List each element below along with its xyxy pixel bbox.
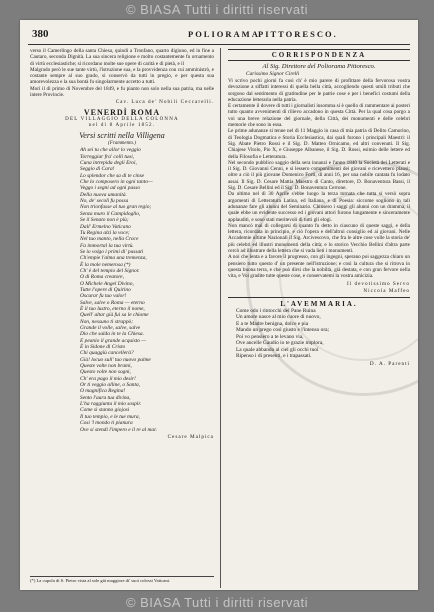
poem-line: Se il Senato non è più; [80, 217, 129, 224]
poem-line: O Michele Angel Divino, [80, 280, 134, 287]
poem-line: Quell' altar già fui sa le chiome [80, 312, 149, 319]
correspondence-paragraph-5: Da ultimo nel dì 30 Aprile s'ebbe luogo la terza tornata che tutta si versò sopra argomenti di Letteratura Latina, ed Italiana, e di Poesia: siccome sogliono in tali adunanze fare gli alunni del Seminario. Chiusero i saggi gli alunni con un dramma, il quale ebbe un evidente successo ed i giovani attori furono lungamente e sinceramente applauditi, e sono stati meritevoli di tutti gli elogi. [228, 191, 410, 223]
correspondence-paragraph-2: E certamente il dovere di tutti i giornalisti insomma si è quello di rammentare ai posteri tutto quanto avvenimenti di rilievo accadono in questa Città. Per la qual cosa porgo a voi una breve relazione del giornale, della Città, dei monumenti e delle celebri memorie che sono in essa. [228, 103, 410, 129]
poem-line: Lo splendor che sa di te cinse [80, 172, 145, 179]
correspondence-closing: Il devotissimo Servo [347, 280, 410, 287]
correspondence-salutation: Carissimo Signor Cirelli [246, 71, 300, 77]
intro-paragraph-2: Malgrado però le sue tante virtù, l'istruzione sua, e la provvidenza con cui amministrò, e costante sempre al suo grado, si conservò da tutti in pregio, e per questa sua amorevolezza e la sua bontà fu singolarmente accetto a tutti. [30, 66, 214, 86]
poem-line: È in Sidone di Cristo [80, 344, 126, 351]
poem-line: Dio che salda in te la Chiesa. [80, 331, 144, 338]
poem-line: Salve, salve o Roma — eterno [80, 299, 145, 306]
poem-line: Veggo i segni ad ogni passo [80, 185, 141, 192]
poem-line: E peanio il grande acquisto — [80, 337, 147, 344]
poem-line: Mando un prego così giusto e l'intenso ora; [236, 327, 330, 333]
poem-line: Grande il volle, salve, salve [80, 325, 141, 331]
poem-line: La quale abbando al ciel gli occhi tuoi [236, 346, 319, 353]
section-subtitle-2: nel dì 8 Aprile 1852. [88, 123, 156, 129]
poem-line: Sento l'aura tua divina, [80, 394, 131, 401]
poem-line: È la mole nemerosa (*) [80, 261, 131, 268]
correspondence-signature: Niccola Maffeo [363, 287, 410, 294]
poem-line: Ove ancelle Gaudio io te grazie implora, [236, 340, 324, 346]
section-title: VENERDÌ ROMA [83, 108, 161, 118]
left-column [30, 48, 214, 440]
poem-body [80, 147, 214, 432]
poem-title: Versi scritti nella Villigena [79, 131, 165, 141]
intro-paragraph-1: verso il Camerlingo della santa Chiesa, quindi a Tronfano, quarto digiuno, ed in fine a Cautaro, seconda Dignità. La sua sincera religione e molto costantemente fu ornamento di virtù ecclesiastiche; si ricordano molte sue opere di carità e di pietà, e il [30, 48, 214, 67]
poem-line: È il tuo lustro, eterno il nome, [80, 305, 145, 312]
poem-line: Ove si stendi l'impero e il re al mar. [80, 426, 157, 433]
column-divider [220, 48, 221, 588]
poem-line: Che lo composero in ogni tanto— [80, 179, 153, 186]
poem-line: O magnifica Regina! [80, 388, 126, 395]
page-header [28, 26, 410, 45]
poem-line: Fa immortal la tua virtù. [80, 242, 134, 249]
poem-line: Questo volte non sogni, [80, 369, 131, 376]
journal-title: POLIORAMA [188, 29, 260, 39]
poem-line: Non trionfasse al tuo gran regio; [80, 204, 152, 211]
section-rule [228, 297, 410, 298]
poem-line: Cosi 'l mondo ti pianura [80, 420, 133, 427]
poem-line: Tutte l'opere di Quirino [80, 286, 131, 293]
intro-paragraph-3: Morì il dì primo di Novembre del 1849, e fu pianto non solo nella sua patria, ma nelle intere Provincie. [30, 85, 214, 99]
poem-line: Un amore nasce al mio cuore di nuovo, [236, 314, 321, 320]
poem-line: Seggio di Cara! [80, 166, 115, 173]
poem-line: Ah sei tu che allor lo veggio [80, 147, 141, 154]
watermark-top: © BIASA Tutti i diritti riservati [125, 2, 309, 17]
poem-line: Torreggiar fra' colli tuoi, [80, 153, 135, 160]
correspondence-paragraph-6: Non mancò mai di collegarsi di quanto fu detto in ciascuno di queste saggi, e della lettera, ricordata in principio, e ciò l'opera e dell'altrui consiglio ed ai giovani. Nelle Accademie ultime Nazionali il Sig. Arcivescovo, che fra le altre cose volle la storia de' più celebri ed illustri monumenti della città; e lo storico Vecchio Bellini d'altra parte cercò ad illustrare della lettera che si vada lieti i monumenti. [228, 222, 410, 255]
poem-line: Ch' era pago il mio desir! [80, 375, 136, 382]
poem-line: Ch'empie l'alma una tremenza, [80, 255, 147, 262]
poem-line: Cuna intrepida degli Eroi, [80, 160, 137, 167]
poem-line: No, de' secoli fu possa [80, 198, 129, 205]
intro-signature: Cav. Luca de' Nobili Ceccarelli. [115, 99, 214, 106]
correspondence-paragraph-3: Le prime adunanze si tenne nel dì 11 Maggio in casa di mia patria di Delito Camorino, di Teologia Dogmatica e Storia Ecclesiastica, dai quali furono i principali Maestri: il Sig. Abate Pietro Rossi e il Sig. D. Matteo Ornicamo, ed altri convenuti. Il Sig. Chiajese Vitolo, Pio X, e Giuseppe Albanese, il Sig. D. Rossi, esimio delle lettere ed della Filosofia e Letteratura. [228, 128, 410, 160]
avemmaria-signature: D. A. Parenti [369, 360, 410, 367]
footnote: (*) La cupola di S. Pietro vista al sole già maggiore di' suoi colossi Vaticani. [30, 576, 214, 583]
poem-line: Il tuo tempio, e le tue mura, [80, 413, 140, 420]
poem-line: Poi vo pensiero a te levano via, [236, 333, 304, 340]
poem-line: Chi quaggiù cancellerà? [80, 350, 134, 357]
poem-line: O di Roma creatore, [80, 274, 124, 281]
right-column [228, 48, 410, 367]
poem-subtitle: (Frammento.) [108, 141, 136, 147]
poem-line: Non, nessuno ti strappò; [80, 318, 134, 325]
section-subtitle-1: DEL VILLAGGIO DELLA COLONNA [65, 117, 179, 123]
poem-line: Ripenso i di presenti, e i trapassati. [236, 353, 312, 359]
poem-line: Oscurar fu tuo valor! [80, 293, 127, 300]
poem-line: Come sì stanno giojosi [80, 407, 130, 414]
correspondence-paragraph-7: A noi che lenta e a favore il progresso, con gli ingegni, sperano poi saggezza chiaro un pensiero tutto questo d' un presente nell'istruzione; e così la cultura che si ritrova in questa buona terra, e che può dirsi che la nobiltà, già destata, e con gran fervore nella vita, e Voi gradite tutte queste cose, e conservatemi la vostra amicizia. [228, 254, 410, 280]
poem-line: Già! locuo sull' tuo nuovo palme [80, 356, 151, 363]
poem-signature: Cesare Malpica [167, 433, 214, 440]
poem-line: E a te Madre benigna, dolce e pia [236, 320, 309, 327]
poem-line: Tu Regina alzi la voce; [80, 229, 130, 236]
newspaper-page [20, 20, 418, 590]
poem-line: Se io volgo i primi di' passati [80, 248, 144, 255]
poem-line: Ch' è del tempio del Signor. [80, 267, 140, 274]
poem-line: Nel tuo manto, nella Croce [80, 236, 139, 243]
poem-line: Della nuova umanità. [80, 191, 127, 198]
poem-line: Queste volte non brami, [80, 363, 132, 370]
journal-subtitle: PITTORESCO. [258, 29, 338, 39]
correspondence-addressee: Al Sig. Direttore del Poliorama Pittoresco. [262, 63, 376, 70]
page-number: 380 [32, 28, 49, 40]
correspondence-paragraph-4: Nel secondo pubblico saggio della sera innanzi e l'anno 1840 la Società dei Letterati e il Sig. D. Giovanni Cenni, e si lessero componimenti dei giovani e ricevettero plausi; oltre a ciò il più giovane Domenico Forti, di anni 16, per una nobile cantata fu lodato assai. Il Sig. D. Cesare Mattia Maestro di Canto, direttore, D. Bonaventura Bassi, il Sig. D. Cesare Bellini ed il Sig. D. Bonaventura Cerrone. [228, 159, 410, 192]
poem-line: Or ti veggio alline, o Santa, [80, 382, 141, 389]
poem-line: L'ha raggiunta il mio sospir. [80, 401, 142, 408]
avemmaria-title: L'AVEMMARIA. [280, 299, 358, 308]
poem-line: Dall' Ermelno Vaticano [80, 223, 131, 230]
correspondence-title: CORRISPONDENZA [228, 49, 410, 61]
watermark-bottom: © BIASA Tutti i diritti riservati [125, 595, 309, 610]
avemmaria-poem [236, 308, 410, 360]
correspondence-paragraph-1: Vi scrivo pochi giorni fa così ch' è mio parere di profittare della fervorosa vostra devozione a siffatti interessi di quella bella città, accogliendo questi umili tributi che sorgono dal sentimento di gratitudine per le patrie cose e per i benefici costumi della educazione letteraria nella patria. [228, 78, 410, 103]
poem-line: Come odo i rintocchi del Pane Ruina [236, 307, 316, 314]
poem-line: Senza muro il Campidoglio, [80, 210, 141, 217]
